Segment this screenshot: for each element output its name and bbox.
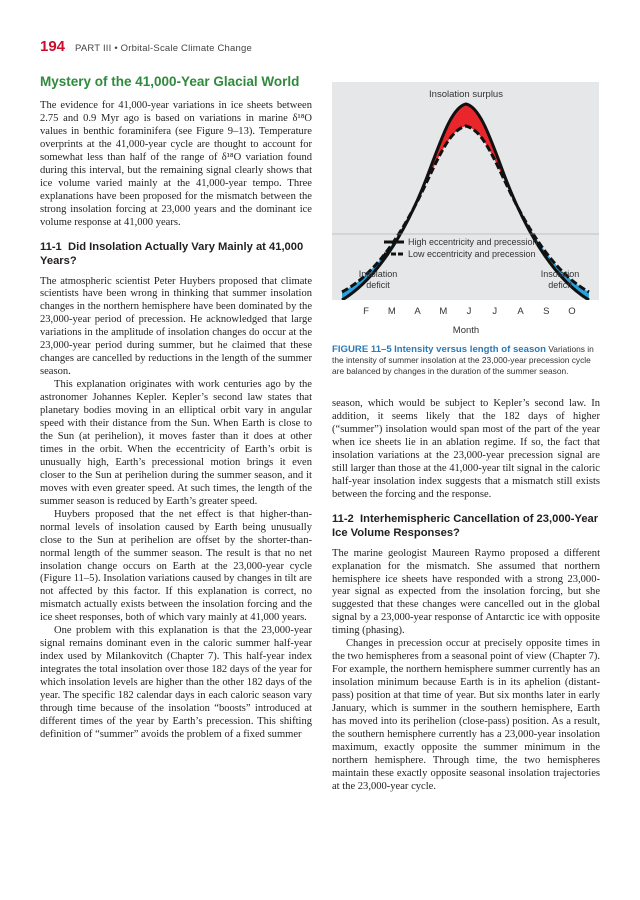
- right-paragraph-1: season, which would be subject to Kepler’s second law. In addition, it seems likely that the 182 days of higher (“summer”) insolation would span most of the part of the year when ice sheets lie in an ablation regime. If so, the fact that insolation variations at the 23,000-year precession signal are still larger than those at the 41,000-year tilt signal in the caloric half-year insolation index suggests that a mismatch still exists between the forcing and the response.: [332, 398, 600, 500]
- month-tick-1: M: [387, 306, 396, 317]
- insolation-chart: [332, 82, 599, 300]
- caption-label: FIGURE 11–5: [332, 344, 392, 355]
- label-right-deficit-1: Insolation: [540, 269, 580, 279]
- subsection-2-heading: [332, 512, 600, 540]
- month-tick-2: A: [414, 306, 421, 317]
- sub1-paragraph-3: Huybers proposed that the net effect is that higher-than-normal levels of insolation caused by Earth being unusually close to the Sun at perihelion are offset by the shorter-than-normal length of the summer season. The result is that no net insolation change occurs on Earth at the 23,000-year cycle (Figure 11–5). Insolation variations caused by changes in tilt are not affected by this factor. If this explanation is correct, no mismatch actually exists between the insolation forcing and the ice sheet responses, both of which vary mainly at 41,000 years.: [40, 508, 312, 624]
- subsection-1-number: 11-1: [40, 240, 62, 253]
- label-left-deficit-1: Insolation: [358, 269, 398, 279]
- sub1-paragraph-1: The atmospheric scientist Peter Huybers proposed that climate scientists have been wrong in thinking that summer insolation changes in the northern hemisphere have been dominated by the 23,000-year period of precession. He acknowledged that large variations in the amplitude of insolation changes do occur at the 23,000-year period during summer, but he claimed that these changes are cancelled by reductions in the length of the summer season.: [40, 275, 312, 378]
- sub1-paragraph-4: One problem with this explanation is that the 23,000-year signal remains dominant even in the caloric summer half-year index used by Milankovitch (Chapter 7). This half-year index integrates the total insolation over those 182 days of the year for which insolation levels are higher than the other 182 days of the year. The specific 182 calendar days in each caloric season vary through time because of the insolation “boosts” introduced at different times of the year by Earth’s precession. This shifting definition of “summer” avoids the problem of a fixed summer: [40, 625, 312, 740]
- month-tick-7: S: [543, 306, 550, 317]
- month-tick-6: A: [517, 306, 524, 317]
- x-axis-label: Month: [452, 325, 480, 336]
- label-right-deficit-2: deficit: [548, 280, 572, 290]
- sub2-paragraph-1: The marine geologist Maureen Raymo proposed a different explanation for the mismatch. She assumed that northern hemisphere ice sheets have responded with a strong 23,000-year signal as expected from the insolation forcing, but she suggested that these changes were cancelled out in the global signal by a 23,000-year response of Antarctic ice with opposite timing (phasing).: [332, 547, 600, 637]
- subsection-2-title: Interhemispheric Cancellation of 23,000-Year Ice Volume Responses?: [332, 512, 599, 539]
- month-tick-5: J: [492, 306, 498, 317]
- legend-dashed-label: Low eccentricity and precession: [408, 249, 536, 259]
- caption-text: Variations in the intensity of summer insolation at the 23,000-year precession cycle are balanced by changes in the duration of the summer season.: [332, 344, 594, 376]
- right-column: [332, 398, 600, 794]
- sub1-paragraph-2: This explanation originates with work centuries ago by the astronomer Johannes Kepler. Kepler’s second law states that planetary bodies moving in an elliptical orbit vary in angular speed with their distance from the Sun. When Earth is close to the Sun (at perihelion), it moves faster than it does at other times in the orbit. When the eccentricity of Earth’s orbit is unusually high, Earth’s precessional motion brings it even closer to the Sun at perihelion during the summer season, and it moves with even greater speed. At such times, the length of the summer season is reduced by Earth’s greater speed.: [40, 379, 312, 507]
- month-tick-4: J: [466, 306, 472, 317]
- figure-month-axis: [332, 300, 599, 340]
- page-header: [40, 38, 252, 58]
- month-axis-svg: [332, 300, 599, 340]
- label-left-deficit-2: deficit: [366, 280, 390, 290]
- subsection-1-heading: [40, 240, 312, 268]
- intro-paragraph: The evidence for 41,000-year variations in ice sheets between 2.75 and 0.9 Myr ago is based on variations in marine δ¹⁸O values in benthic foraminifera (see Figure 9–13). Temperature overprints at the 41,000-year cycle are thought to account for somewhat less than half of the range of δ¹⁸O variation found during this interval, but the remaining signal clearly shows that ice volume varied mainly at the 41,000-year tempo. Three explanations have been proposed for the mismatch between the strong insolation forcing at 23,000 years and the dominant ice volume response at 41,000 years.: [40, 100, 312, 228]
- month-tick-8: O: [568, 306, 576, 317]
- running-head: PART III • Orbital-Scale Climate Change: [75, 43, 252, 54]
- legend-solid-label: High eccentricity and precession: [408, 237, 538, 247]
- month-tick-0: F: [363, 306, 369, 317]
- section-title: Mystery of the 41,000-Year Glacial World: [40, 74, 300, 89]
- subsection-1-title: Did Insolation Actually Vary Mainly at 41,000 Years?: [40, 240, 304, 267]
- subsection-2-number: 11-2: [332, 512, 354, 525]
- figure-11-5: [332, 82, 599, 300]
- month-tick-3: M: [439, 306, 448, 317]
- left-column: [40, 74, 312, 742]
- figure-caption: [332, 344, 600, 377]
- sub2-paragraph-2: Changes in precession occur at precisely opposite times in the two hemispheres from a seasonal point of view (Chapter 7). For example, the northern hemisphere summer currently has an insolation minimum because Earth is in its aphelion (distant-pass) position at that time of year. But six months later in early January, which is summer in the southern hemisphere, Earth has moved into its perihelion (close-pass) position. As a result, the southern hemisphere currently has a 23,000-year insolation maximum, exactly opposite the summer minimum in the northern hemisphere. Through time, the two hemispheres maintain these exactly opposite seasonal insolation trajectories at the 23,000-year cycle.: [332, 638, 600, 792]
- page-number: 194: [40, 38, 66, 55]
- caption-title: Intensity versus length of season: [394, 344, 547, 355]
- label-insolation-surplus: Insolation surplus: [429, 89, 503, 100]
